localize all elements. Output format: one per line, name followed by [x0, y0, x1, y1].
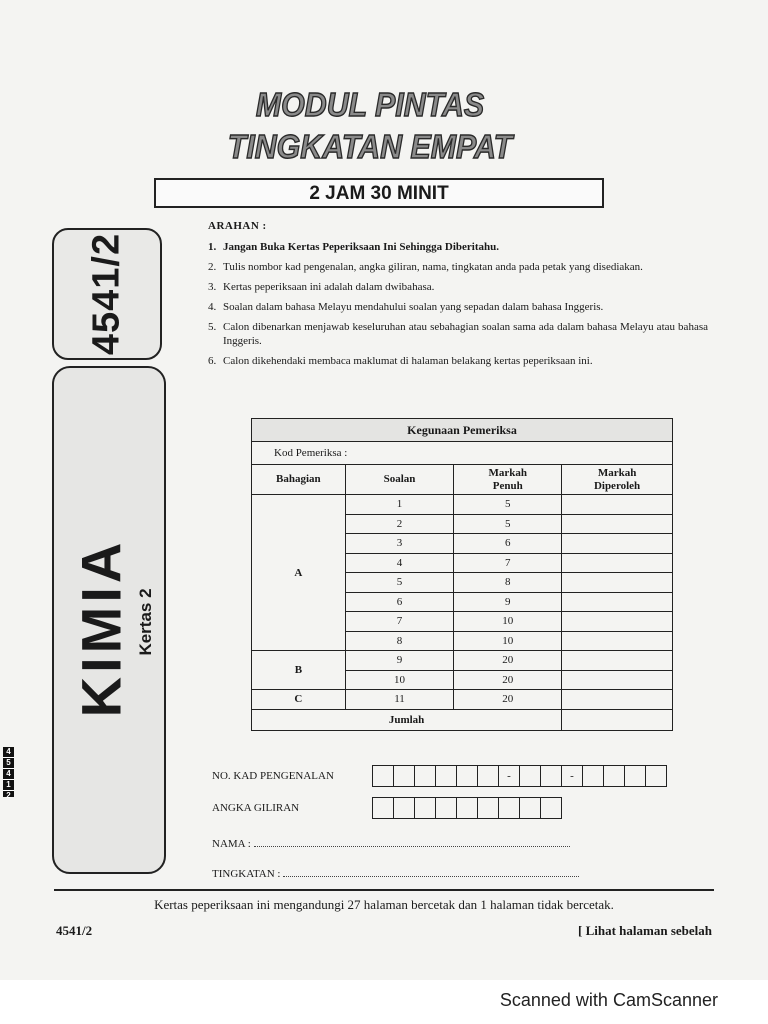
section-b: B: [252, 651, 346, 690]
table-row: 2 5: [252, 514, 673, 534]
instruction-item: 6. Calon dikehendaki membaca maklumat di halaman belakang kertas peperiksaan ini.: [208, 355, 593, 367]
table-row: C 11 20: [252, 690, 673, 710]
total-label: Jumlah: [252, 709, 562, 730]
next-page-note: [ Lihat halaman sebelah: [578, 923, 712, 938]
nama-label: NAMA :: [212, 838, 251, 850]
marks-obtained-cell[interactable]: [562, 612, 673, 632]
angka-digit-box[interactable]: [372, 797, 394, 819]
table-row: A 1 5: [252, 495, 673, 515]
paper-code-box: [52, 228, 162, 360]
examiner-table: [251, 418, 673, 731]
tingkatan-label: TINGKATAN :: [212, 868, 281, 880]
subject-paper: Kertas 2: [136, 588, 155, 656]
page-count-note: Kertas peperiksaan ini mengandungi 27 halaman bercetak dan 1 halaman tidak bercetak.: [154, 897, 614, 912]
ic-digit-box[interactable]: [540, 765, 562, 787]
instruction-item: 5. Calon dibenarkan menjawab keseluruhan atau sebahagian soalan sama ada dalam bahasa Melayu atau bahasa Inggeris.: [208, 321, 708, 347]
marks-obtained-cell[interactable]: [562, 651, 673, 671]
marks-obtained-cell[interactable]: [562, 573, 673, 593]
ic-digit-box[interactable]: [393, 765, 415, 787]
section-a: A: [252, 495, 346, 651]
subject-name: KIMIA: [69, 538, 133, 718]
angka-digit-box[interactable]: [393, 797, 415, 819]
total-marks-cell[interactable]: [562, 709, 673, 730]
angka-digit-box[interactable]: [477, 797, 499, 819]
angka-digit-box[interactable]: [519, 797, 541, 819]
table-row: 8 10: [252, 631, 673, 651]
examiner-code-field[interactable]: Kod Pemeriksa :: [252, 442, 673, 465]
angka-digit-box[interactable]: [414, 797, 436, 819]
side-tab-code: [3, 747, 14, 800]
nama-row: [212, 836, 570, 850]
ic-separator: -: [561, 765, 583, 787]
ic-digit-box[interactable]: [519, 765, 541, 787]
angka-digit-box[interactable]: [498, 797, 520, 819]
section-c: C: [252, 690, 346, 710]
angka-digit-box[interactable]: [540, 797, 562, 819]
instruction-item: 1. Jangan Buka Kertas Peperiksaan Ini Sehingga Diberitahu.: [208, 241, 499, 253]
ic-digit-box[interactable]: [645, 765, 667, 787]
ic-digit-box[interactable]: [624, 765, 646, 787]
ic-digit-box[interactable]: [603, 765, 625, 787]
side-tab-digit: 2: [6, 791, 11, 800]
col-markah-penuh: Markah Penuh: [454, 465, 562, 495]
examiner-table-title: Kegunaan Pemeriksa: [252, 419, 673, 442]
ic-row: [212, 770, 574, 782]
footer-paper-code: 4541/2: [56, 923, 93, 938]
table-row: 4 7: [252, 553, 673, 573]
marks-obtained-cell[interactable]: [562, 631, 673, 651]
table-row: 7 10: [252, 612, 673, 632]
total-row: [252, 709, 673, 730]
marks-obtained-cell[interactable]: [562, 553, 673, 573]
col-markah-diperoleh: Markah Diperoleh: [562, 465, 673, 495]
instructions-list: [208, 240, 708, 368]
marks-obtained-cell[interactable]: [562, 670, 673, 690]
table-row: 3 6: [252, 534, 673, 554]
paper-code-vertical: 4541/2: [85, 232, 128, 356]
nama-line[interactable]: [254, 836, 570, 847]
side-tab-digit: 4: [3, 769, 14, 780]
angka-row: [212, 802, 372, 814]
col-soalan: Soalan: [345, 465, 454, 495]
table-row: 5 8: [252, 573, 673, 593]
footer-divider: [54, 889, 714, 891]
instruction-item: 2. Tulis nombor kad pengenalan, angka giliran, nama, tingkatan anda pada petak yang disediakan.: [208, 261, 643, 273]
angka-digit-box[interactable]: [456, 797, 478, 819]
ic-boxes: [372, 765, 666, 787]
marks-obtained-cell[interactable]: [562, 495, 673, 515]
instructions-heading: ARAHAN :: [208, 220, 267, 232]
side-tab-digit: 4: [3, 747, 14, 758]
angka-label: ANGKA GILIRAN: [212, 802, 300, 814]
module-title-line2: TINGKATAN EMPAT: [227, 128, 513, 165]
instructions: [208, 220, 708, 374]
table-row: 10 20: [252, 670, 673, 690]
col-bahagian: Bahagian: [252, 465, 346, 495]
ic-digit-box[interactable]: [477, 765, 499, 787]
ic-digit-box[interactable]: [435, 765, 457, 787]
marks-obtained-cell[interactable]: [562, 592, 673, 612]
camscanner-watermark: Scanned with CamScanner: [499, 990, 718, 1010]
ic-digit-box[interactable]: [372, 765, 394, 787]
side-tab-digit: 1: [3, 780, 14, 791]
module-title-line1: MODUL PINTAS: [255, 86, 485, 123]
instruction-item: 3. Kertas peperiksaan ini adalah dalam dwibahasa.: [208, 281, 435, 293]
duration-box: 2 JAM 30 MINIT: [154, 178, 604, 208]
table-row: 6 9: [252, 592, 673, 612]
angka-digit-box[interactable]: [435, 797, 457, 819]
ic-digit-box[interactable]: [414, 765, 436, 787]
marks-obtained-cell[interactable]: [562, 690, 673, 710]
ic-digit-box[interactable]: [582, 765, 604, 787]
angka-boxes: [372, 797, 561, 819]
tingkatan-row: [212, 866, 579, 880]
marks-obtained-cell[interactable]: [562, 534, 673, 554]
side-tab-digit: 5: [3, 758, 14, 769]
ic-label: NO. KAD PENGENALAN: [212, 770, 334, 782]
tingkatan-line[interactable]: [283, 866, 579, 877]
table-row: B 9 20: [252, 651, 673, 671]
instruction-item: 4. Soalan dalam bahasa Melayu mendahului soalan yang sepadan dalam bahasa Inggeris.: [208, 301, 604, 313]
ic-digit-box[interactable]: [456, 765, 478, 787]
marks-obtained-cell[interactable]: [562, 514, 673, 534]
ic-separator: -: [498, 765, 520, 787]
